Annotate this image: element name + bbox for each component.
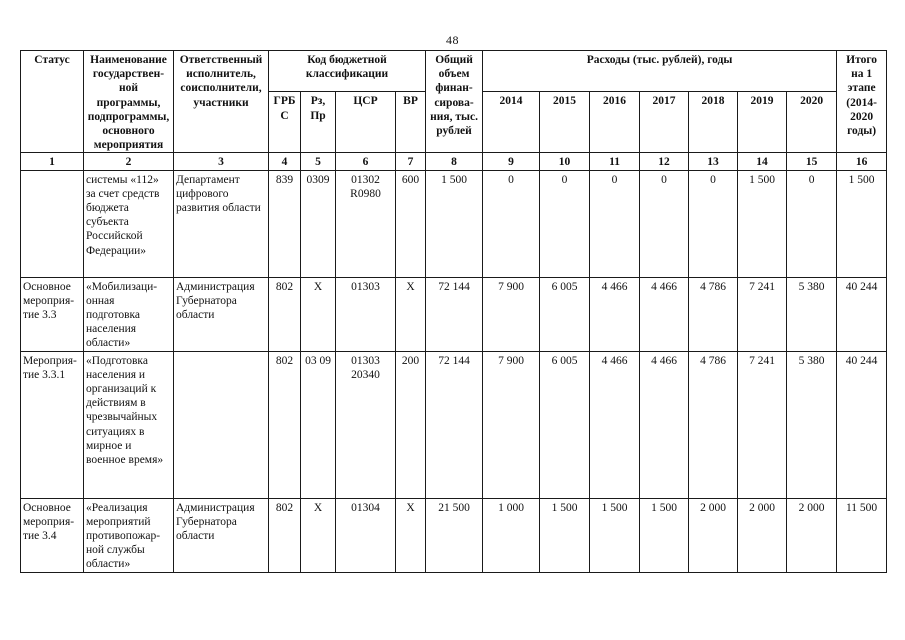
- cell-status: Основное мероприя-тие 3.4: [21, 498, 84, 572]
- cell-year-2019: 7 241: [738, 277, 787, 351]
- cell-vr: 600: [396, 170, 426, 277]
- table-row: [21, 170, 887, 277]
- cell-year-2020: 2 000: [787, 498, 837, 572]
- column-number: 6: [336, 153, 396, 170]
- header-budget-code: Код бюджетной классификации: [269, 51, 426, 92]
- table-row: [21, 498, 887, 572]
- cell-total: 1 500: [426, 170, 483, 277]
- cell-year-2019: 7 241: [738, 351, 787, 498]
- header-year: 2015: [540, 92, 590, 153]
- cell-year-2018: 0: [689, 170, 738, 277]
- cell-year-2014: 0: [483, 170, 540, 277]
- header-csr: ЦСР: [336, 92, 396, 153]
- cell-responsible: [174, 351, 269, 498]
- cell-grbs: 839: [269, 170, 301, 277]
- cell-grbs: 802: [269, 351, 301, 498]
- cell-year-2015: 6 005: [540, 277, 590, 351]
- column-number: 10: [540, 153, 590, 170]
- header-total-volume: Общий объем финан-сирова-ния, тыс. рублей: [426, 51, 483, 153]
- cell-responsible: Администрация Губернатора области: [174, 277, 269, 351]
- cell-stage-total: 1 500: [837, 170, 887, 277]
- cell-rz-pr: Х: [301, 498, 336, 572]
- cell-year-2016: 0: [590, 170, 640, 277]
- cell-csr: 01303 20340: [336, 351, 396, 498]
- cell-year-2014: 1 000: [483, 498, 540, 572]
- cell-status: Мероприя-тие 3.3.1: [21, 351, 84, 498]
- column-number: 7: [396, 153, 426, 170]
- cell-rz-pr: Х: [301, 277, 336, 351]
- cell-vr: Х: [396, 277, 426, 351]
- column-number: 1: [21, 153, 84, 170]
- cell-year-2016: 4 466: [590, 351, 640, 498]
- header-status: Статус: [21, 51, 84, 153]
- cell-year-2017: 0: [640, 170, 689, 277]
- cell-csr: 01302 R0980: [336, 170, 396, 277]
- column-number: 12: [640, 153, 689, 170]
- cell-year-2015: 6 005: [540, 351, 590, 498]
- cell-rz-pr: 0309: [301, 170, 336, 277]
- header-vr: ВР: [396, 92, 426, 153]
- cell-stage-total: 40 244: [837, 277, 887, 351]
- cell-grbs: 802: [269, 498, 301, 572]
- header-stage-total: Итого на 1 этапе (2014-2020 годы): [837, 51, 887, 153]
- cell-year-2020: 5 380: [787, 351, 837, 498]
- column-number: 13: [689, 153, 738, 170]
- cell-grbs: 802: [269, 277, 301, 351]
- cell-year-2015: 1 500: [540, 498, 590, 572]
- column-number: 16: [837, 153, 887, 170]
- cell-responsible: Администрация Губернатора области: [174, 498, 269, 572]
- cell-name: системы «112» за счет средств бюджета субъекта Российской Федерации»: [84, 170, 174, 277]
- table-row: [21, 351, 887, 498]
- header-name: Наименование государствен-ной программы, подпрограммы, основного мероприятия: [84, 51, 174, 153]
- cell-total: 72 144: [426, 277, 483, 351]
- column-number: 3: [174, 153, 269, 170]
- cell-name: «Мобилизаци-онная подготовка населения области»: [84, 277, 174, 351]
- header-year: 2018: [689, 92, 738, 153]
- header-grbs: ГРБС: [269, 92, 301, 153]
- table-header: [21, 51, 887, 171]
- header-year: 2020: [787, 92, 837, 153]
- cell-stage-total: 11 500: [837, 498, 887, 572]
- cell-year-2017: 1 500: [640, 498, 689, 572]
- cell-year-2014: 7 900: [483, 351, 540, 498]
- cell-year-2017: 4 466: [640, 277, 689, 351]
- cell-total: 21 500: [426, 498, 483, 572]
- cell-stage-total: 40 244: [837, 351, 887, 498]
- header-expenses: Расходы (тыс. рублей), годы: [483, 51, 837, 92]
- cell-year-2018: 4 786: [689, 351, 738, 498]
- column-number: 4: [269, 153, 301, 170]
- cell-vr: 200: [396, 351, 426, 498]
- header-year: 2019: [738, 92, 787, 153]
- cell-year-2017: 4 466: [640, 351, 689, 498]
- page-number: 48: [446, 33, 459, 47]
- column-number: 8: [426, 153, 483, 170]
- header-year: 2017: [640, 92, 689, 153]
- cell-status: [21, 170, 84, 277]
- cell-status: Основное мероприя-тие 3.3: [21, 277, 84, 351]
- cell-year-2014: 7 900: [483, 277, 540, 351]
- header-responsible: Ответственный исполнитель, соисполнители, участники: [174, 51, 269, 153]
- table-body: [21, 170, 887, 572]
- cell-year-2020: 5 380: [787, 277, 837, 351]
- cell-total: 72 144: [426, 351, 483, 498]
- column-number: 15: [787, 153, 837, 170]
- header-year: 2014: [483, 92, 540, 153]
- cell-responsible: Департамент цифрового развития области: [174, 170, 269, 277]
- cell-year-2016: 1 500: [590, 498, 640, 572]
- cell-year-2016: 4 466: [590, 277, 640, 351]
- cell-year-2019: 1 500: [738, 170, 787, 277]
- table-row: [21, 277, 887, 351]
- cell-year-2018: 4 786: [689, 277, 738, 351]
- column-number: 2: [84, 153, 174, 170]
- cell-vr: Х: [396, 498, 426, 572]
- cell-csr: 01304: [336, 498, 396, 572]
- column-number: 14: [738, 153, 787, 170]
- cell-year-2019: 2 000: [738, 498, 787, 572]
- cell-year-2015: 0: [540, 170, 590, 277]
- column-number: 9: [483, 153, 540, 170]
- column-number: 11: [590, 153, 640, 170]
- cell-year-2020: 0: [787, 170, 837, 277]
- header-year: 2016: [590, 92, 640, 153]
- cell-name: «Реализация мероприятий противопожар-ной службы области»: [84, 498, 174, 572]
- cell-year-2018: 2 000: [689, 498, 738, 572]
- cell-name: «Подготовка населения и организаций к действиям в чрезвычайных ситуациях в мирное и военное время»: [84, 351, 174, 498]
- column-number-row: [21, 153, 887, 170]
- budget-table: [20, 50, 887, 573]
- column-number: 5: [301, 153, 336, 170]
- header-rz-pr: Рз, Пр: [301, 92, 336, 153]
- cell-csr: 01303: [336, 277, 396, 351]
- cell-rz-pr: 03 09: [301, 351, 336, 498]
